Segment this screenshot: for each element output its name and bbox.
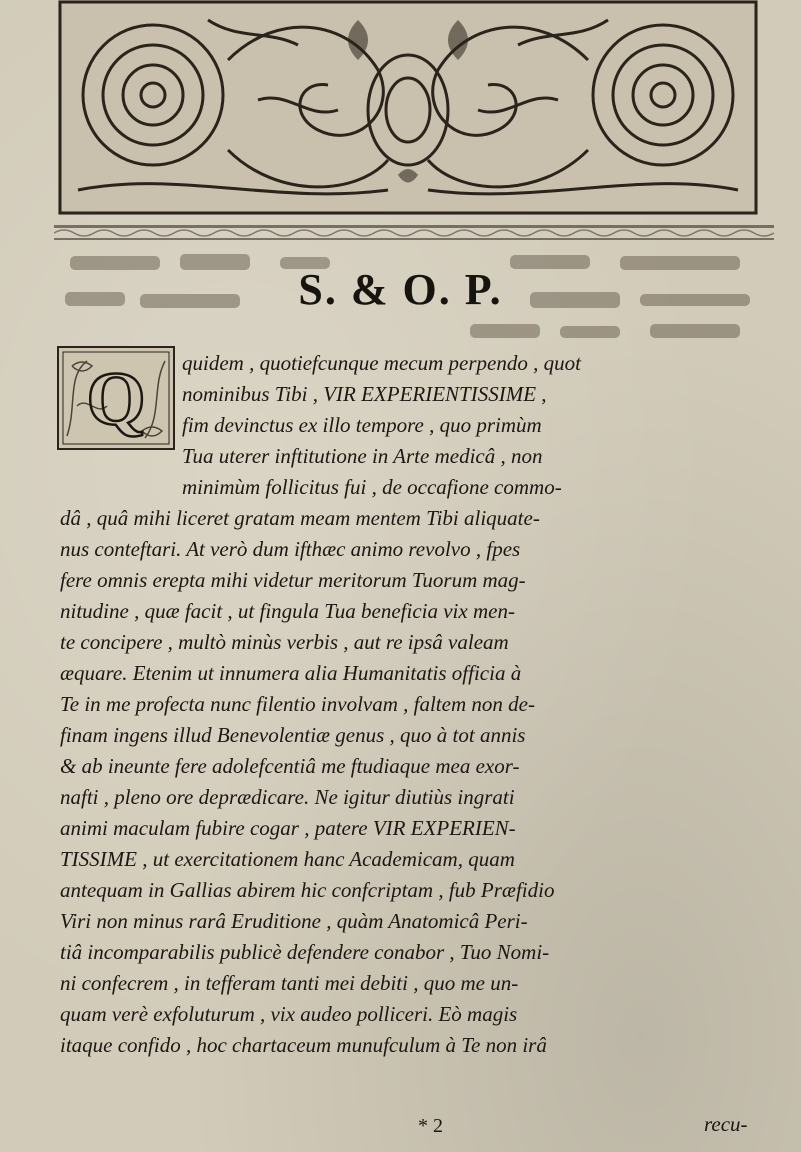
text-line: quidem , quotiefcunque mecum perpendo , quot	[182, 351, 581, 375]
text-line: antequam in Gallias abirem hic confcriptam , fub Præfidio	[60, 878, 555, 902]
text-line: te concipere , multò minùs verbis , aut re ipsâ valeam	[60, 630, 509, 654]
signature-mark: * 2	[418, 1115, 443, 1137]
text-line: æquare. Etenim ut innumera alia Humanitatis officia à	[60, 661, 522, 685]
text-line: itaque confido , hoc chartaceum munufculum à Te non irâ	[60, 1033, 547, 1057]
text-line: animi maculam fubire cogar , patere VIR EXPERIEN-	[60, 816, 516, 840]
text-line: fim devinctus ex illo tempore , quo primùm	[182, 413, 542, 437]
page-heading: S. & O. P.	[298, 265, 503, 314]
text-line: nafti , pleno ore deprædicare. Ne igitur diutiùs ingrati	[60, 785, 515, 809]
text-line: nitudine , quæ facit , ut fingula Tua beneficia vix men-	[60, 599, 515, 623]
text-line: TISSIME , ut exercitationem hanc Academicam, quam	[60, 847, 515, 871]
text-line: dâ , quâ mihi liceret gratam meam mentem Tibi aliquate-	[60, 506, 540, 530]
text-line: tiâ incomparabilis publicè defendere conabor , Tuo Nomi-	[60, 940, 550, 964]
ornamental-headpiece	[58, 0, 758, 215]
text-line: & ab ineunte fere adolefcentiâ me ftudiaque mea exor-	[60, 754, 520, 778]
text-line: Viri non minus rarâ Eruditione , quàm Anatomicâ Peri-	[60, 909, 528, 933]
text-line: Te in me profecta nunc filentio involvam , faltem non de-	[60, 692, 535, 716]
decorated-initial-q	[57, 346, 175, 450]
initial-letter: Q	[86, 357, 146, 441]
text-line: quam verè exfoluturum , vix audeo polliceri. Eò magis	[60, 1002, 518, 1026]
text-line: ni confecrem , in tefferam tanti mei debiti , quo me un-	[60, 971, 519, 995]
ornamental-border-strip	[54, 222, 774, 244]
text-line: nominibus Tibi , VIR EXPERIENTISSIME ,	[182, 382, 547, 406]
text-line: finam ingens illud Benevolentiæ genus , quo à tot annis	[60, 723, 526, 747]
text-line: minimùm follicitus fui , de occafione commo-	[182, 475, 562, 499]
text-line: nus conteftari. At verò dum ifthæc animo revolvo , fpes	[60, 537, 521, 561]
text-line: Tua uterer inftitutione in Arte medicâ , non	[182, 444, 543, 468]
text-line: fere omnis erepta mihi videtur meritorum Tuorum mag-	[60, 568, 526, 592]
catchword: recu-	[704, 1112, 748, 1136]
